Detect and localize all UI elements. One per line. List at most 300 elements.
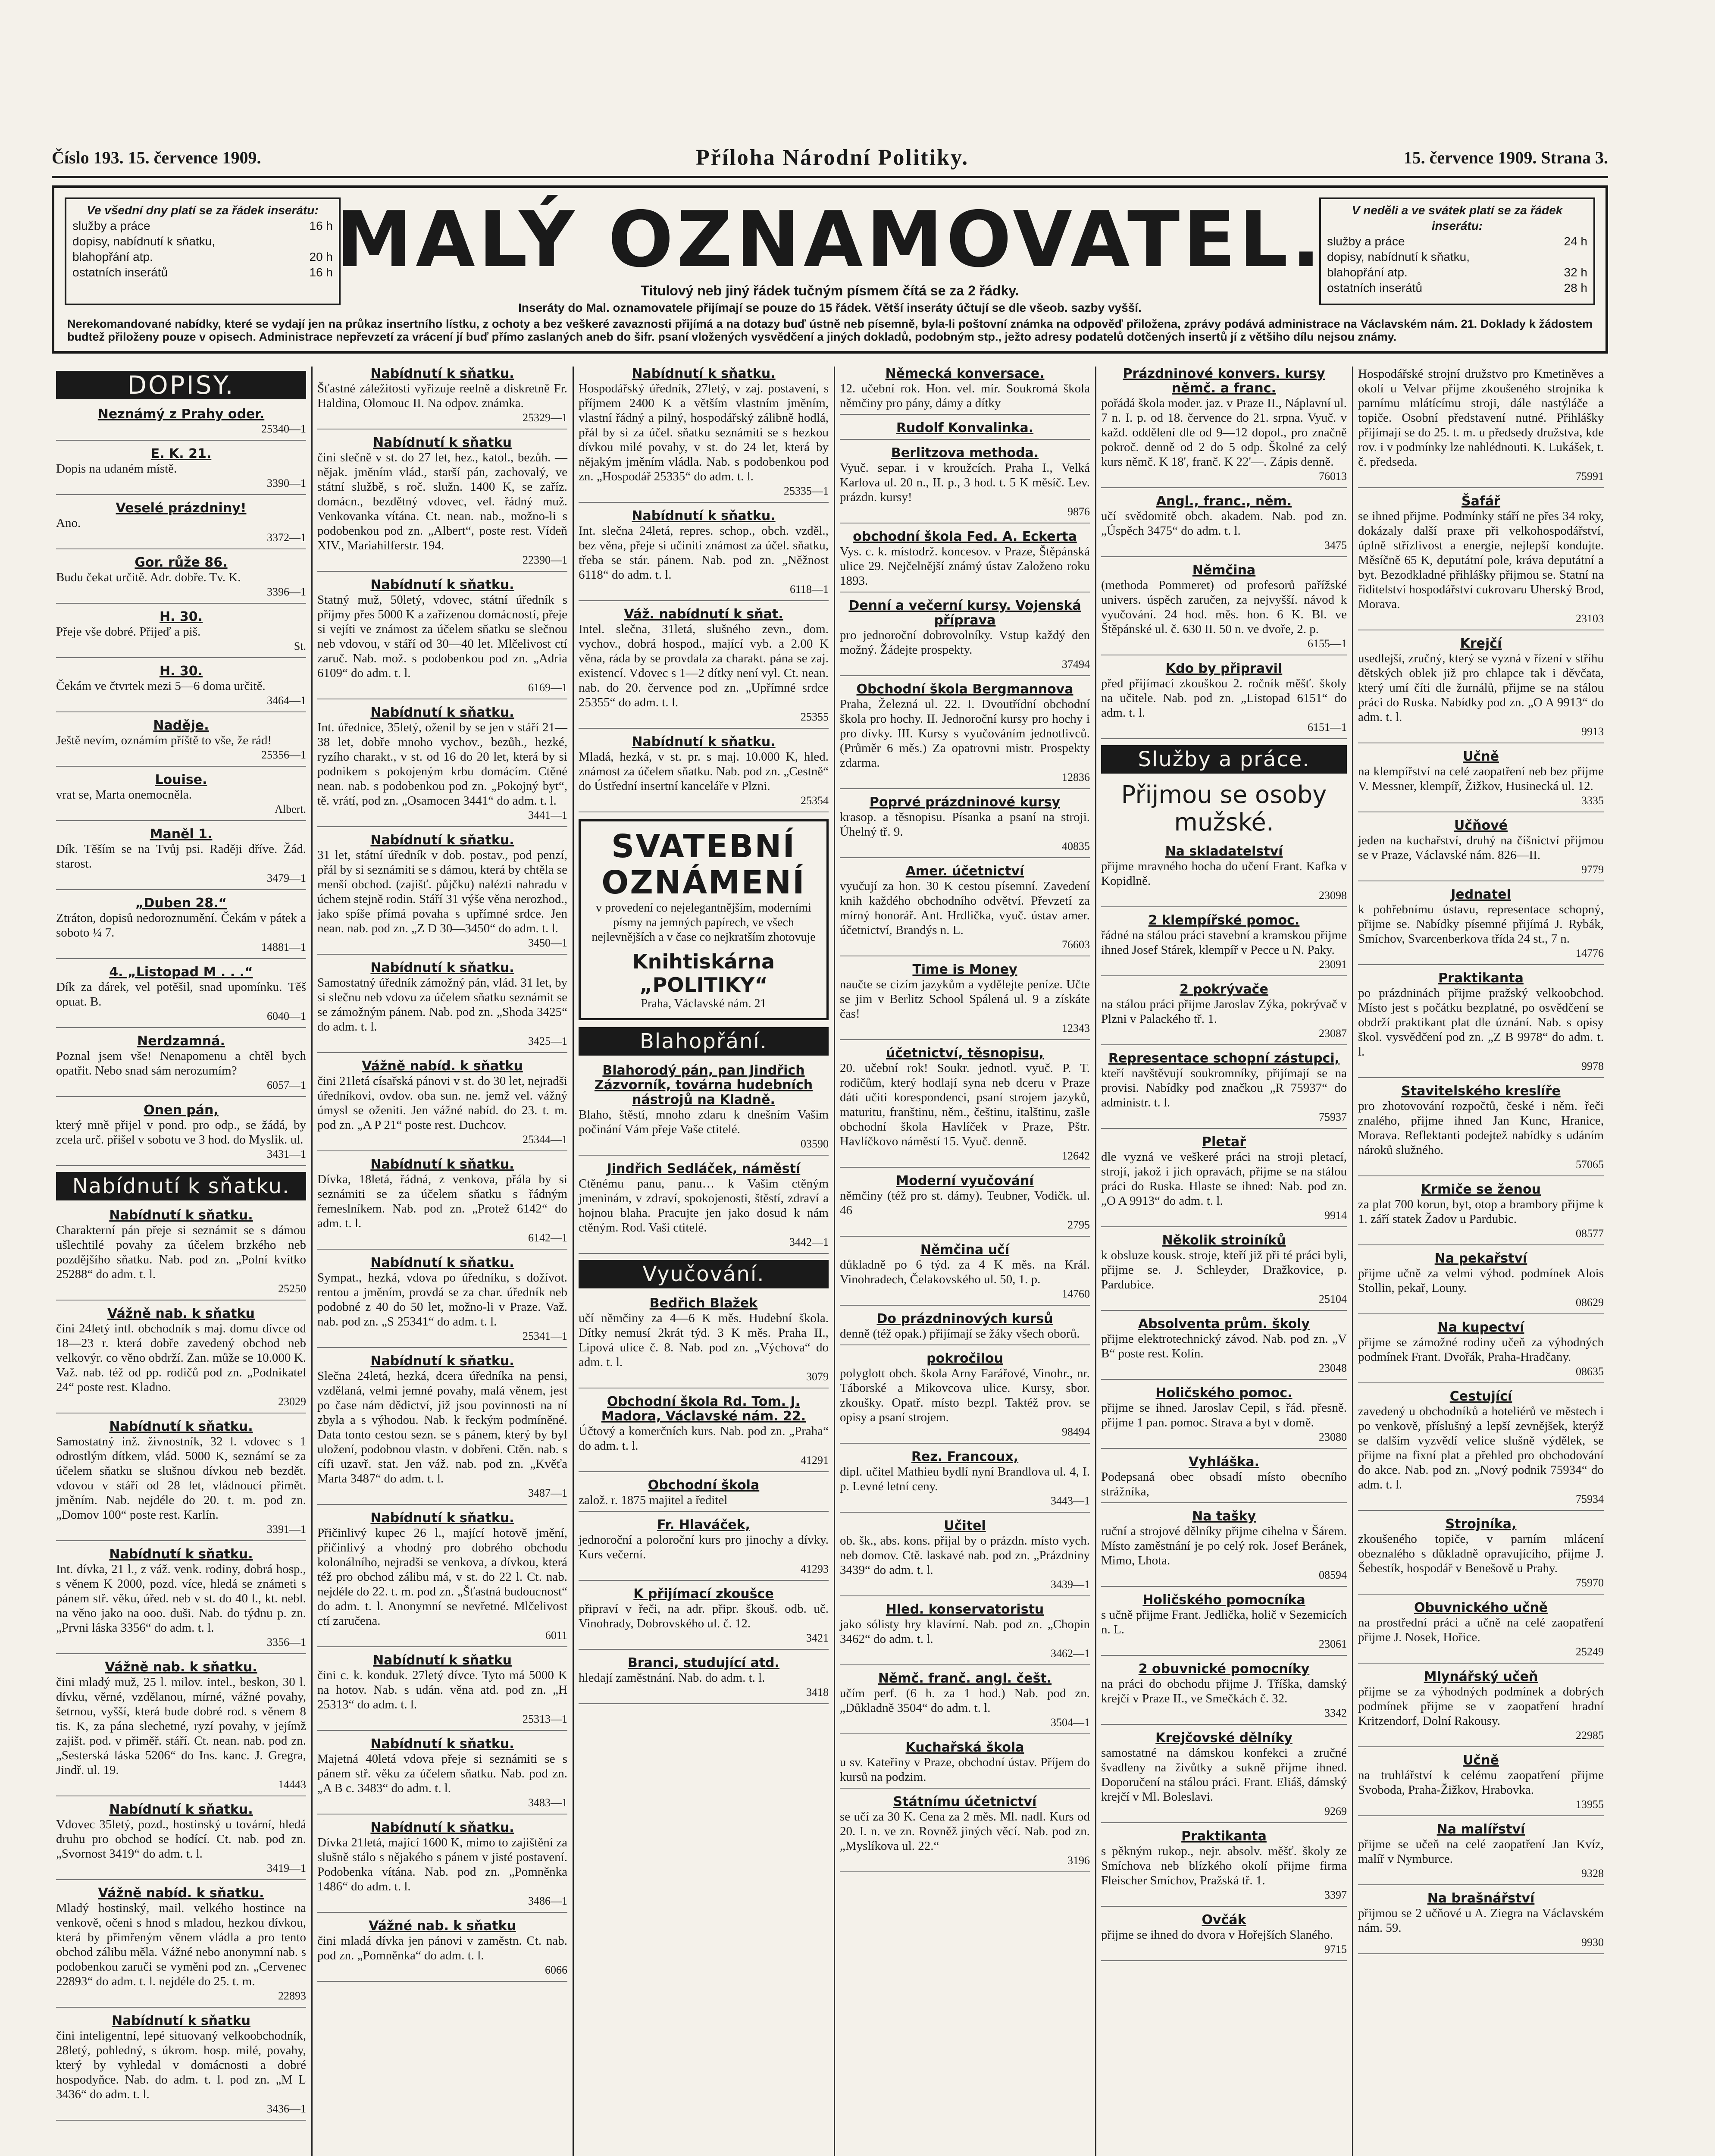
classified-ad [1101,1509,1347,1587]
classified-ad [1101,367,1347,488]
ad-code: 03590 [801,1138,829,1150]
classified-ad [1101,1386,1347,1449]
price-amount: 16 h [309,266,333,279]
ad-body: ruční a strojové dělníky přijme cihelna v Šárem. Místo zaměstnání je po celý rok. Josef Beránek, Mimo, Lhota. [1101,1524,1347,1567]
ad-code: 08635 [1576,1365,1604,1378]
ad-body: Blaho, štěstí, mnoho zdaru k dnešním Vašim počinání Vám přeje Vaše ctitelé. [579,1108,829,1136]
ad-body: Mladý hostinský, mail. velkého hostince na venkově, očeni s hnod s mladou, hezkou dívkou, která by přimřeným věnem vládla a pro tento obchod zálibu měla. Vážné nebo anonymní nab. s podobenkou zaruči se vyměni pod zn. „Cervenec 22893“ do adm. t. l. nejdéle do 25. t. m. [56,1901,306,1988]
ad-heading: Cestující [1449,1389,1512,1404]
classified-ad [1101,563,1347,655]
classified-ad [579,735,829,812]
ad-body: Vys. c. k. místodrž. koncesov. v Praze, Štěpánská ulice 29. Nejčelnější známý ústav Založeno roku 1893. [840,545,1090,588]
ad-body: Přeje vše dobré. Přijeď a piš. [56,625,201,639]
ad-code: 23091 [1319,958,1347,971]
ad-heading: Obchodní škola Bergmannova [856,682,1073,697]
classified-title-box [52,185,1608,354]
ad-heading: Obchodní škola [648,1478,760,1493]
classified-ad [840,795,1090,858]
classified-ad [1358,818,1604,881]
ad-code: 3442—1 [789,1236,829,1248]
classified-ad [579,509,829,601]
ad-body: na stálou práci přijme Jaroslav Zýka, pokrývač v Plzni v Palackého tř. 1. [1101,997,1347,1026]
ad-heading: Nabídnutí k sňatku. [370,367,514,381]
ad-heading: Poprvé prázdninové kursy [869,795,1061,810]
ad-body: polyglott obch. škola Arny Farářové, Vinohr., nr. Táborské a Mikovcova ulice. Kursy, sbor. zkoušky. Opatř. místo bezpl. Taktéž prov. se opisy a psaní strojem. [840,1366,1090,1424]
classified-ad [1358,367,1604,488]
price-amount: 16 h [309,219,333,232]
ad-body: dipl. učitel Mathieu bydlí nyní Brandlova ul. 4, I. p. Levné letní ceny. [840,1465,1090,1493]
column-2 [313,367,572,2156]
classified-ad [579,367,829,503]
ad-body: čini inteligentní, lepé situovaný velkoobchodník, 28letý, pohledný, s úkrom. hosp. milé, povahy, který by vyhledal v domácnosti a dobré hospodyňce. Nab. do adm. t. l. pod zn. „M L 3436“ do adm. t. l. [56,2029,306,2101]
ad-code: 76013 [1319,470,1347,483]
ad-code: 14760 [1062,1288,1090,1300]
ad-heading: Krmiče se ženou [1421,1182,1541,1197]
ad-heading: Nabídnutí k sňatku. [632,734,776,749]
classified-ad [56,1103,306,1166]
ad-heading: Němč. franč. angl. češt. [878,1671,1052,1686]
classified-ad [579,1587,829,1650]
ad-body: pro jednoroční dobrovolníky. Vstup každý den možný. Žádejte prospekty. [840,628,1090,657]
ad-body: přijme se zámožné rodiny učeň za výhodných podmínek Frant. Dvořák, Praha-Hradčany. [1358,1335,1604,1364]
classified-ad [317,436,567,572]
ad-body: Přičinlivý kupec 26 l., mající hotově jmění, přičinlivý a vhodný pro dobrého obchodu kolonálního, nejradši se venkova, a dívkou, která též pro obchod zálibu má, v st. do 22 l. Ct. nab. nejdéle do 22. t. m. pod zn. „Šťastná budoucnost“ do adm. t. l. Anonymní se nevřetné. Mlčelivost ctí zaručena. [317,1526,567,1628]
ad-code: 41291 [801,1454,829,1467]
ad-heading: účetnictví, těsnopisu, [886,1046,1044,1061]
ad-code: 76603 [1062,938,1090,951]
classified-ad [1101,1829,1347,1907]
ad-body: čini mladý muž, 25 l. milov. intel., beskon, 30 l. dívku, věrné, vzdělanou, mírné, vážné povahy, šetrnou, vyšší, která bude dobré rod. s věnem 8 tis. K, za pána slechetné, ryzí povahy, v jejímž zajišt. pod. v přiměř. stáří. Ct. nean. nab. pod zn. „Sesterská láska 5206“ do Ins. kanc. J. Gregra, Jindř. ul. 19. [56,1675,306,1777]
classified-ad [56,965,306,1028]
ad-heading: Vyhláška. [1188,1454,1260,1470]
ad-heading: Obuvnického učně [1414,1600,1548,1615]
ad-heading: Representace schopní zástupci, [1108,1051,1340,1066]
ad-body: Charakterní pán přeje si seznámit se s dámou ušlechtilé povahy za účelem brzkého neb pozdějšího sňatku. Nab. pod zn. „Polní kvítko 25288“ do adm. t. l. [56,1223,306,1281]
classified-ad [317,1511,567,1647]
ad-code: 23087 [1319,1027,1347,1040]
section-banner: Služby a práce. [1101,745,1347,774]
ad-heading: Nabídnutí k sňatku. [109,1419,253,1434]
classified-ad [840,1174,1090,1237]
classified-ad [56,1034,306,1097]
ad-body: se učí za 30 K. Cena za 2 měs. Ml. nadl. Kurs od 20. I. n. ve zn. Rovněž jiných věcí. Nab. pod zn. „Myslíkova ul. 22.“ [840,1810,1090,1853]
ad-body: přijme se za výhodných podmínek a dobrých podmínek přijme se v zaopatření hradní Kritzendorf, Dolní Rakousy. [1358,1685,1604,1728]
classified-ad [317,1256,567,1348]
ad-body: k pohřebnímu ústavu, representace schopný, přijme se. Nabídky písemné přijímá J. Rybák, Smíchov, Svarcenberkova třída 24 st., 7 n. [1358,903,1604,946]
holiday-price-head: V neděli a ve svátek platí se za řádek inserátu: [1352,204,1563,232]
ad-code: 41293 [801,1563,829,1575]
classified-ad [840,1046,1090,1168]
classified-ad [1358,1670,1604,1747]
ad-body: Int. slečna 24letá, repres. schop., obch. vzděl., bez věna, přeje si učiniti známost za účel. sňatku, třeba se stár. pánem. Nab. pod zn. „Něžnost 6118“ do adm. t. l. [579,524,829,582]
ad-body: který mně přijel v pond. pro odp., se žádá, by zcela urč. přišel v sobotu ve 3 hod. do Myslik. ul. [56,1118,306,1147]
ad-code: 3335 [1581,794,1604,807]
ad-heading: Strojníka, [1445,1517,1517,1532]
ad-heading: Nabídnutí k sňatku. [632,508,776,523]
ad-body: přijme se učeň na celé zaopatření Jan Kvíz, malíř v Nymburce. [1358,1837,1604,1866]
classified-ad [840,1795,1090,1872]
box-address: Praha, Václavské nám. 21 [641,997,767,1010]
ad-body: učí němčiny za 4—6 K měs. Hudební škola. Dítky nemusí 2krát týd. 3 K měs. Praha II., Lipová ulice č. 8. Nab. pod zn. „Výchova“ do adm. t. l. [579,1311,829,1369]
ad-body: Vdovec 35letý, pozd., hostinský u tovární, hledá druhu pro obchod se hodící. Ct. nab. pod zn. „Svornost 3419“ do adm. t. l. [56,1818,306,1861]
ad-code: 08594 [1319,1569,1347,1581]
classified-ad [56,1420,306,1541]
ad-code: 6011 [545,1629,567,1642]
classified-ad [56,1660,306,1796]
ad-body: 12. učební rok. Hon. vel. mír. Soukromá škola němčiny pro pány, dámy a dítky [840,382,1090,410]
classified-ad [56,610,306,658]
classified-ad [1101,1731,1347,1823]
ad-heading: Nabídnutí k sňatku. [109,1208,253,1223]
ad-heading: Na malířství [1436,1822,1525,1837]
ad-code: 22985 [1576,1729,1604,1742]
ad-heading: Nabídnutí k sňatku. [370,960,514,975]
ad-heading: Nerdzamná. [137,1034,225,1049]
classified-ad [317,578,567,699]
insertion-limit-note: Inseráty do Mal. oznamovatele přijímají se pouze do 15 řádek. Větší inseráty účtují se dle všeob. sazby vyšší. [518,301,1142,314]
wedding-announcement-box [579,819,829,1020]
classified-ad [317,961,567,1053]
ad-code: 9914 [1324,1209,1347,1222]
ad-body: na klempířství na celé zaopatření neb bez přijme V. Messner, klempíř, Žižkov, Husinecká ul. 12. [1358,765,1604,793]
ad-heading: Onen pán, [144,1103,219,1118]
classified-ad [840,599,1090,676]
ad-heading: Berlitzova methoda. [891,445,1039,461]
classified-ad [56,773,306,821]
ad-code: 6151—1 [1308,721,1347,733]
ad-code: 25354 [801,794,829,807]
ad-body: se ihned přijme. Podmínky stáří ne přes 34 roky, dokázaly další praxe při velkohospodářství, úplně střízlivost a energie, nejlepší kondujte. Měsíčně 65 K, deputátní pole, kráva deputátní a byt. Bezodkladné přihlášky přijmou se. Statní na řiditelství hospodářství cukrovaru Uherský Brod, Morava. [1358,509,1604,611]
ad-heading: Vážné nab. k sňatku [369,1918,516,1934]
price-amount: 24 h [1564,235,1587,248]
ad-code: 3439—1 [1051,1578,1090,1591]
ad-heading: Neznámý z Prahy oder. [97,407,265,422]
ad-body: jednoroční a poloroční kurs pro jinochy a dívky. Kurs večerní. [579,1533,829,1561]
ad-body: Sympat., hezká, vdova po úředníku, s dožívot. rentou a jměním, provdá se za char. úředník neb podobné z 40 do 50 let, možno-li v Praze. Važ. nab. pod zn. „S 25341“ do adm. t. l. [317,1271,567,1329]
ad-code: 12343 [1062,1022,1090,1034]
classified-ad [317,1919,567,1982]
ad-code: 25344—1 [523,1133,567,1146]
ad-body: Samostatný inž. živnostník, 32 l. vdovec s 1 odrostlým dítkem, vlád. 5000 K, seznámí se za účelem sňatku se slušnou dívkou neb bezdět. vdovou v stáří od 28 let, vládnoucí přimět. jměním. Nab. nejdéle do 20. t. m. pod zn. „Domov 100“ poste rest. Karlín. [56,1435,306,1522]
ad-heading: obchodní škola Fed. A. Eckerta [853,529,1077,544]
classified-ad [56,2014,306,2121]
ad-heading: Blahorodý pán, pan Jindřich Zázvorník, továrna hudebních nástrojů na Kladně. [594,1063,813,1107]
ad-body: Dívka, 18letá, řádná, z venkova, přála by si seznámiti se za účelem sňatku s řádným řemeslníkem. Nab. pod zn. „Protež 6142“ do adm. t. l. [317,1172,567,1230]
ad-code: 14881—1 [261,941,306,953]
classified-ad [840,1740,1090,1789]
price-label: blahopřání atp. [1327,266,1408,279]
classified-ad [1358,971,1604,1078]
classified-ad [579,607,829,729]
ad-code: 3483—1 [528,1796,567,1809]
ad-code: 3462—1 [1051,1647,1090,1660]
ad-body: čini slečně v st. do 27 let, hez., katol., bezůh. — nějak. jměním vlád., starší pán, zachovalý, ve státní službě, s roč. služn. 1400 K, se zaříz. domácn., bezdětný vdovec, vel. řádný muž. Venkovanka vítána. Ct. nean. nab., možno-li s podobenkou pod zn. „Albert“, poste rest. Vídeň XIV., Mariahilferstr. 194. [317,451,567,552]
ad-heading: 4. „Listopad M . . .“ [109,965,253,980]
ad-heading: Na kupectví [1437,1320,1524,1335]
ad-body: za plat 700 korun, byt, otop a brambory přijme k 1. září statek Žadov u Pardubic. [1358,1197,1604,1226]
ad-body: čini mladá dívka jen pánovi v zaměstn. Ct. nab. pod zn. „Pomněnka“ do adm. t. l. [317,1934,567,1962]
ad-heading: Němčina učí [920,1242,1010,1257]
classified-ad [1358,887,1604,965]
ad-code: 6118—1 [789,583,829,595]
ad-heading: Krejčovské dělníky [1155,1730,1293,1745]
classified-ad [56,501,306,549]
ad-code: 3431—1 [267,1148,306,1160]
ad-code: 25341—1 [523,1330,567,1342]
ad-body: Ano. [56,516,81,530]
classified-ad [579,1518,829,1581]
ad-code: 25356—1 [261,749,306,761]
ad-heading: Nabídnutí k sňatku [112,2013,250,2028]
classified-ad [56,827,306,890]
ad-body: důkladně po 6 týd. za 4 K měs. na Král. Vinohradech, Čelakovského ul. 50, 1. p. [840,1258,1090,1286]
classified-ad [1358,494,1604,630]
ad-heading: Nabídnutí k sňatku. [370,705,514,720]
classified-ad [840,1450,1090,1513]
classified-ad [1101,1135,1347,1227]
ad-body: čini c. k. konduk. 27letý dívce. Tyto má 5000 K na hotov. Nab. s udán. věna atd. pod zn. „H 25313“ do adm. t. l. [317,1668,567,1711]
price-label: dopisy, nabídnutí k sňatku, [1327,250,1470,263]
ad-heading: Vážně nab. k sňatku. [105,1660,257,1675]
ad-code: 3356—1 [267,1636,306,1648]
ad-code: 3443—1 [1051,1495,1090,1507]
ad-heading: Nabídnutí k sňatku [373,435,512,450]
ad-heading: Kuchařská škola [905,1740,1024,1755]
classified-ad [1101,1317,1347,1380]
ad-heading: Nabídnutí k sňatku. [370,1354,514,1369]
page-date-number: 15. července 1909. Strana 3. [1403,147,1608,167]
classified-ad [56,447,306,495]
ad-body: čini 21letá císařská pánovi v st. do 30 let, nejradši úředníkovi, ovdov. oba sun. ne. jemž vel. vážný úmysl se oženiti. Jen vážné nabíd. do 23. t. m. pod zn. „A P 21“ poste rest. Duchcov. [317,1074,567,1132]
ad-heading: Absolventa prům. školy [1138,1316,1310,1332]
ad-code: 25313—1 [523,1713,567,1725]
ad-body: 31 let, státní úředník v dob. postav., pod penzí, přál by si seznámiti se s dámou, která by chtěla se menší obchod. (zajišť. půjčku) nalézti nahradu v úchem stejně rodin. Stáří 31 výše věna nerozhod., jako spíše přímá povaha s upřímné srdce. Jen nean. nab. pod zn. „Z D 30—3450“ do adm. t. l. [317,848,567,935]
box-text: v provedení co nejelegantnějším, moderními písmy na jemných papírech, ve všech nejlevnějších a v čase co nejkratším zhotovuje [591,901,816,944]
ad-code: 57065 [1576,1158,1604,1171]
ad-code: 37494 [1062,658,1090,671]
classified-ad [1358,1753,1604,1816]
ad-heading: Holičského pomoc. [1155,1385,1293,1401]
ad-code: 9978 [1581,1060,1604,1072]
ad-code: 3342 [1324,1707,1347,1719]
classified-ad [840,1602,1090,1665]
ad-body: na truhlářství k celému zaopatření přijme Svoboda, Praha-Žižkov, Hrabovka. [1358,1768,1604,1797]
ad-code: 22893 [278,1990,306,2002]
ad-code: 3475 [1324,539,1347,552]
ad-code: 3372—1 [267,531,306,544]
ad-body: Int. dívka, 21 l., z váž. venk. rodiny, dobrá hosp., s věnem K 2000, pozd. více, hledá se známeti s pánem stř. věku, úřed. neb v st. do 40 l., kt. nebl. na věno jako na ooo. duši. Nab. do týdnu p. zn. „Prvni láska 3356“ do adm. t. l. [56,1562,306,1635]
section-banner: DOPISY. [56,371,306,399]
classified-ad [1101,913,1347,976]
ad-heading: Do prázdninových kursů [876,1311,1053,1326]
column-divider [311,367,313,2156]
ad-heading: Nabídnutí k sňatku [373,1653,512,1668]
ad-heading: „Duben 28.“ [135,896,227,911]
classified-ad [317,1737,567,1814]
ad-heading: Nabídnutí k sňatku. [370,1157,514,1172]
ad-body: na prostřední práci a učně na celé zaopatření přijme J. Nosek, Hořice. [1358,1616,1604,1644]
ad-body: učí svědomitě obch. akadem. Nab. pod zn. „Úspěch 3475“ do adm. t. l. [1101,509,1347,538]
ad-heading: Nabídnutí k sňatku. [370,1510,514,1526]
ad-body: Slečna 24letá, hezká, dcera úředníka na pensi, vzdělaná, velmi jemné povahy, malá věnem, jest po čase nám dědictví, již jsou povinnosti na ní zbyla a s výhodou. Nab. k řeckým podmíněné. Data tonto cestou sezn. se s pánem, který by byl uložení, podobnou vlastn. v dobřeni. Ctěn. nab. s cífi uzavř. stat. Jen váž. nab. pod zn. „Kvěťa Marta 3487“ do adm. t. l. [317,1369,567,1485]
ad-body: Hospodářský úředník, 27letý, v zaj. postavení, s příjmem 2400 K a větším vlastním jměním, vlastní řádný a pilný, hospodářský zálibně hodlá, přál by si za účel. sňatku seznámiti se s hezkou dívkou milé povahy, v st. do 24 let, která by nějakým jměním vládla. Nab. s podobenkou pod zn. „Hospodář 25335“ do adm. t. l. [579,382,829,483]
ad-code: 3504—1 [1051,1716,1090,1729]
classified-ad [1358,1891,1604,1954]
column-divider [1095,367,1096,2156]
box-title: SVATEBNÍ OZNÁMENÍ [601,828,806,901]
classified-ad [840,1519,1090,1596]
ad-heading: Bedřich Blažek [649,1296,758,1311]
ad-code: 25329—1 [523,411,567,424]
ad-code: 75991 [1576,470,1604,483]
ad-heading: Ovčák [1202,1912,1246,1927]
ad-body: pořádá škola moder. jaz. v Praze II., Náplavní ul. 7 n. I. p. od 18. července do 21. srpna. Vyuč. v každ. oddělení dle od 9—12 dopol., pro značně pokroč. denně od 2 do 5 odp. Školné za celý kurs němč. K 18', franč. K 22'—. Zápis denně. [1101,396,1347,469]
ad-code: 08629 [1576,1296,1604,1309]
section-banner: Nabídnutí k sňatku. [56,1172,306,1200]
ad-body: dle vyzná ve veškeré práci na stroji pletací, strojí, jakož i jich opravách, přijme se na stálou práci do Ruska. Hlaste se ihned: Nab. pod zn. „O A 9913“ do adm. t. l. [1101,1150,1347,1208]
ad-code: 25249 [1576,1645,1604,1658]
weekday-price-head: Ve všední dny platí se za řádek inserátu: [87,204,319,217]
ad-body: (methoda Pommeret) od profesorů pařížské univers. úspěch zaručen, za nejvyšší. návod k vyučování. 24 hod. měs. hon. 6 K. Bl. ve Štěpánské ul. č. 630 II. 50 n. ve dvoře, 2. p. [1101,578,1347,636]
classified-ad [840,1312,1090,1345]
classified-ad [1101,844,1347,907]
column-divider [1352,367,1353,2156]
ad-body: Šťastné záležitosti vyřizuje reelně a diskretně Fr. Haldina, Olomouc II. Na odpov. známka. [317,382,567,410]
price-label: služby a práce [1327,235,1405,248]
ad-body: kteří navštěvují soukromníky, přijímají se na provisi. Nabídky pod značkou „R 75937“ do administr. t. l. [1101,1066,1347,1109]
ad-code: 23061 [1319,1638,1347,1650]
ad-heading: Praktikanta [1438,971,1524,986]
ad-code: 3464—1 [267,694,306,707]
ad-heading: Učňové [1454,818,1508,833]
ad-body: Samostatný úředník zámožný pán, vlád. 31 let, by si slečnu neb vdovu za účelem sňatku seznámit se se zámožným pánem. Nab. pod zn. „Shoda 3425“ do adm. t. l. [317,976,567,1034]
ad-code: 75970 [1576,1576,1604,1589]
ad-code: 3390—1 [267,477,306,489]
classified-ad [840,446,1090,523]
ad-heading: Na tašky [1192,1509,1256,1524]
classified-ad [840,864,1090,956]
ad-body: řádné na stálou práci stavební a kramskou přijme ihned Josef Stárek, klempíř v Pecce u N. Paky. [1101,928,1347,957]
ad-body: 20. učební rok! Soukr. jednotl. vyuč. P. T. rodičům, který hodlají syna neb dceru v Praze dáti učiti korespondenci, psaní strojem jazyků, maturitu, franštinu, něm., češtinu, italštinu, zašle obchodní škola Havlíček v Praze, Pštr. Havlíčkovo náměstí 15. Vyuč. denně. [840,1061,1090,1148]
ad-heading: Vážně nabíd. k sňatku. [98,1886,264,1901]
classified-ad [317,833,567,955]
ad-heading: Vážně nab. k sňatku [107,1306,255,1321]
ad-code: 9715 [1324,1943,1347,1955]
classified-ad [579,1063,829,1156]
classified-ad [1101,661,1347,739]
ad-heading: Jednatel [1451,887,1511,902]
ad-heading: Hled. konservatoristu [886,1602,1044,1617]
ad-body: Mladá, hezká, v st. pr. s maj. 10.000 K, hled. známost za účelem sňatku. Nab. pod zn. „Cestně“ do Ústřední insertní kanceláře v Plzni. [579,750,829,793]
ad-code: 6066 [545,1964,567,1976]
ad-code: 6142—1 [528,1232,567,1244]
ad-code: 3397 [1324,1889,1347,1901]
ad-body: u sv. Kateřiny v Praze, obchodní ústav. Příjem do kursů na podzim. [840,1755,1090,1784]
ad-heading: Maněl 1. [150,827,213,842]
ad-code: 23048 [1319,1362,1347,1374]
classified-ad [1101,1051,1347,1129]
section-banner: Blahopřání. [579,1027,829,1056]
classified-ad [840,1351,1090,1444]
section-title: MALÝ OZNAMOVATEL. [336,195,1324,284]
ad-body: ob. šk., abs. kons. přijal by o prázdn. místo vych. neb domov. Ctě. laskavé nab. pod zn. „Prázdniny 3439“ do adm. t. l. [840,1534,1090,1577]
ad-body: Ctěnému panu, panu… k Vašim ctěným jmeninám, v zdraví, spokojenosti, štěstí, zdraví a hojnou blaha. Pracujte jen jako dosud k nám ctěným. Rod. Vaši ctitelé. [579,1177,829,1235]
ad-code: 13955 [1576,1798,1604,1811]
column-4 [836,367,1094,2156]
ad-body: Intel. slečna, 31letá, slušného zevn., dom. vychov., dobrá hospod., mající vyb. a 2.00 K věna, ráda by se provdala za charakt. pána se zaj. existencí. Vdovec s 1—2 dítky není vyl. Ct. nean. nab. do 20. července pod zn. „Upřímné srdce 25355“ do adm. t. l. [579,622,829,709]
ad-body: s pěkným rukop., nejr. absolv. měšť. školy ze Smíchova neb blízkého okolí přijme firma Fleischer Smíchov, Pražská tř. 1. [1101,1844,1347,1887]
ad-code: 3487—1 [528,1487,567,1499]
ad-code: 14443 [278,1778,306,1791]
classified-ad [56,1547,306,1654]
ad-body: Statný muž, 50letý, vdovec, státní úředník s příjmy přes 5000 K a zařízenou domácností, přeje si vejíti ve známost za účelem sňatku se slečnou neb vdovou, v stáří od 30—40 let. Mlčelivost ctí zaruč. Nab. mož. s podobenkou pod zn. „Adria 6109“ do adm. t. l. [317,593,567,680]
ad-code: 23103 [1576,612,1604,625]
ad-heading: Time is Money [912,962,1017,977]
ad-body: krasop. a těsnopisu. Písanka a psaní na stroji. Úhelný tř. 9. [840,810,1090,839]
ad-code: 25335—1 [784,485,829,497]
ad-code: 3425—1 [528,1035,567,1047]
ad-body: vrat se, Marta onemocněla. [56,788,192,802]
ad-code: 98494 [1062,1426,1090,1438]
column-3 [574,367,833,2156]
ad-code: 6169—1 [528,681,567,694]
ad-heading: Fr. Hlaváček, [657,1517,750,1532]
classified-ad [56,664,306,712]
ad-heading: Pletař [1202,1134,1246,1150]
classified-ad [840,530,1090,592]
ad-code: 25355 [801,711,829,723]
ad-body: před přijímací zkouškou 2. ročník měšť. školy na učitele. Nab. pod zn. „Listopad 6151“ do adm. t. l. [1101,677,1347,720]
price-label: služby a práce [72,219,150,232]
ad-heading: Německá konversace. [885,367,1045,381]
ad-body: usedlejší, zručný, který se vyzná v řízení v stříhu dětských oblek již pro chlapce tak i děvčata, který umí číti dle žurnálů, přijme se na stálou práci do Ruska. Nabídky pod zn. „O A 9913“ do adm. t. l. [1358,652,1604,724]
ad-heading: Učně [1463,749,1499,764]
ad-heading: Kdo by připravil [1165,661,1283,676]
ad-heading: Vážně nabíd. k sňatku [362,1059,523,1074]
ad-code: 6040—1 [267,1010,306,1022]
ad-body: Majetná 40letá vdova přeje si seznámiti se s pánem stř. věku za účelem sňatku. Nab. pod zn. „A B c. 3483“ do adm. t. l. [317,1752,567,1795]
ad-heading: Nabídnutí k sňatku. [370,577,514,592]
supplement-title: Příloha Národní Politiky. [695,145,969,170]
ad-body: jeden na kuchařství, druhý na číšnictví přijmou se v Praze, Václavské nám. 826—II. [1358,834,1604,862]
ad-code: 08577 [1576,1227,1604,1240]
ad-heading: Obchodní škola Rd. Tom. J. Madora, Václavské nám. 22. [601,1394,806,1424]
ad-code: 2795 [1067,1219,1090,1231]
ad-body: zavedený u obchodníků a hoteliérů ve městech i po venkově, příslušný a lepší zevnějšek, kterýž se dalším vyzvědí velice slušně výdělek, se přijme na fixní plat a přehled pro obchodování do akce. Nab. pod zn. „Nový podnik 75934“ do adm. t. l. [1358,1404,1604,1492]
classified-ad [56,896,306,959]
ad-heading: Nabídnutí k sňatku. [370,1255,514,1270]
ad-code: 3419—1 [267,1862,306,1874]
ad-body: Dívka 21letá, mající 1600 K, mimo to zajištění za slušně stálo s nějakého s pánem v jisté postavení. Podobenka vítána. Nab. pod zn. „Pomněnka 1486“ do adm. t. l. [317,1836,567,1893]
ad-heading: Nabídnutí k sňatku. [370,833,514,848]
ad-heading: Šafář [1462,494,1500,509]
ad-body: Dík. Těším se na Tvůj psi. Raději dříve. Žád. starost. [56,842,306,871]
classified-ad [579,1296,829,1388]
ad-heading: Učitel [944,1518,986,1533]
ad-code: 75937 [1319,1111,1347,1123]
ad-body: Int. úřednice, 35letý, oženil by se jen v stáří 21—38 let, dobře mnoho vychov., bezůh., hezké, ryzího charakt., v st. od 16 do 20 let, která by si podnikem s pokojeným krbu domácím. Ctěné nean. nab. s podobenkou pod zn. „Pokojný byt“, tě. vrátí, pod zn. „Osamocen 3441“ do adm. t. l. [317,721,567,808]
ad-body: Podepsaná obec obsadí místo obecního strážníka, [1101,1470,1347,1498]
ad-code: 6155—1 [1308,637,1347,650]
column-divider [573,367,574,2156]
ad-body: na práci do obchodu přijme J. Tříška, damský krejčí v Praze II., ve Smečkách č. 32. [1101,1677,1347,1705]
ad-heading: Praktikanta [1181,1829,1267,1844]
price-row [1327,265,1587,280]
ad-body: k obsluze kousk. stroje, kteří již při té práci byli, přijme se. J. Schleyder, Dražkovice, p. Pardubice. [1101,1248,1347,1291]
ad-heading: Na skladatelství [1165,844,1283,859]
box-printer: Knihtiskárna „POLITIKY“ [632,950,775,997]
ad-body: přijme učně za velmi výhod. podmínek Alois Stollin, pekař, Louny. [1358,1266,1604,1295]
